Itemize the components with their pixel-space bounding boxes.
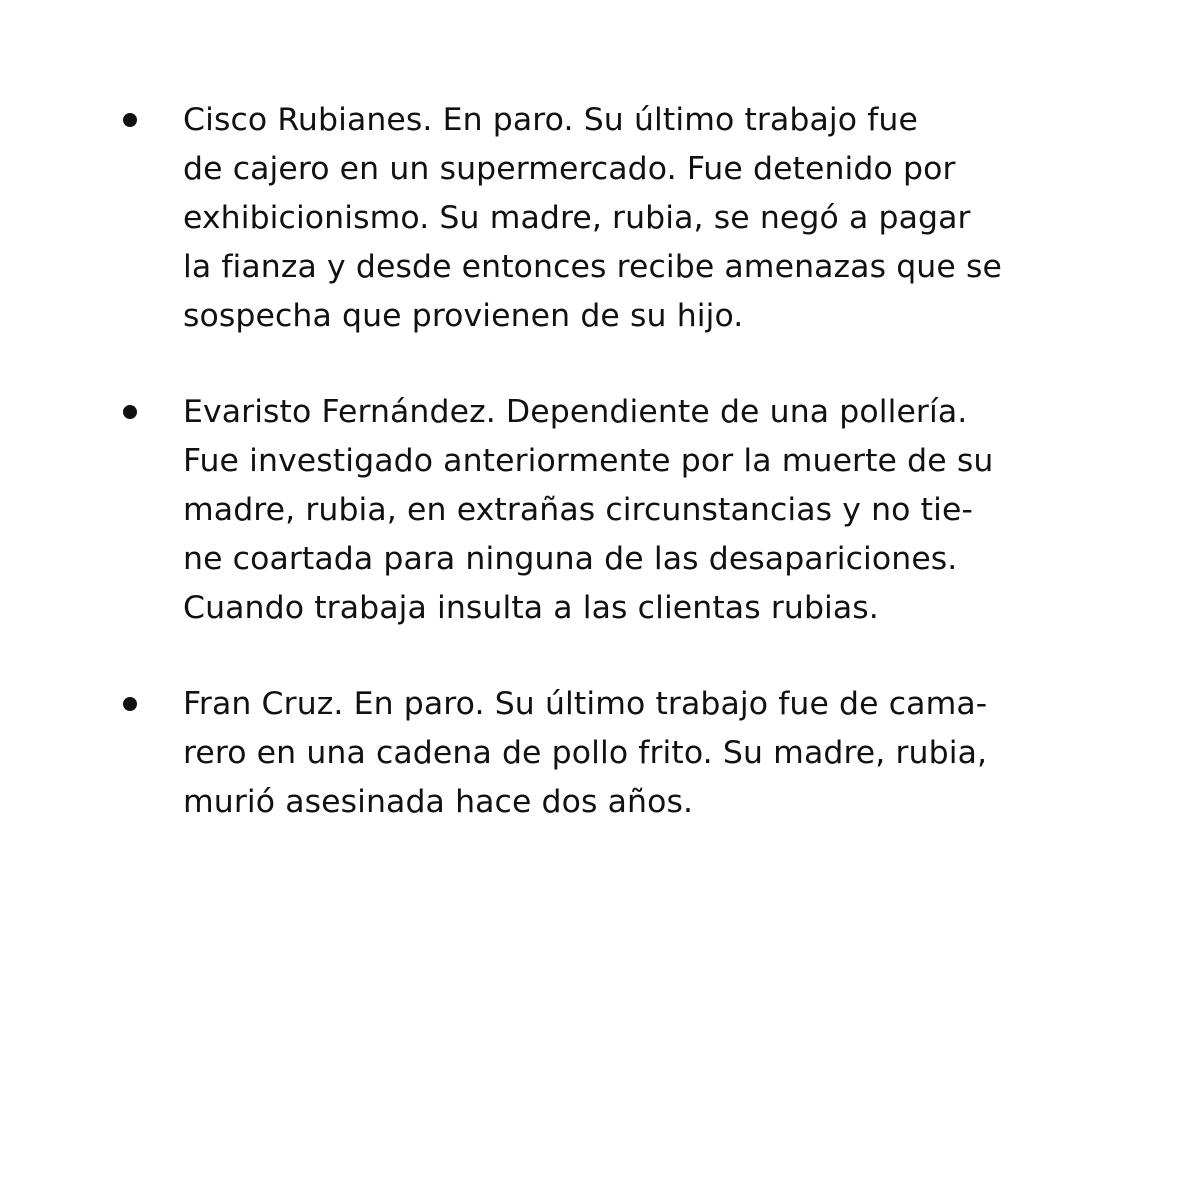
text-line: madre, rubia, en extrañas circunstancias y no tie- [183,492,973,528]
text-line: Cuando trabaja insulta a las clientas rubias. [183,590,879,626]
text-line: ne coartada para ninguna de las desapariciones. [183,541,958,577]
text-line: de cajero en un supermercado. Fue detenido por [183,151,956,187]
text-line: murió asesinada hace dos años. [183,784,694,820]
text-line: Evaristo Fernández. Dependiente de una pollería. [183,394,968,430]
bullet-icon [123,113,137,127]
bullet-icon [123,697,137,711]
text-line: la fianza y desde entonces recibe amenazas que se [183,249,1002,285]
text-line: Fran Cruz. En paro. Su último trabajo fue de cama- [183,686,988,722]
text-line: Cisco Rubianes. En paro. Su último trabajo fue [183,102,918,138]
text-line: Fue investigado anteriormente por la muerte de su [183,443,994,479]
text-line: exhibicionismo. Su madre, rubia, se negó a pagar [183,200,971,236]
text-line: sospecha que provienen de su hijo. [183,298,744,334]
text-line: rero en una cadena de pollo frito. Su madre, rubia, [183,735,988,771]
bullet-icon [123,405,137,419]
